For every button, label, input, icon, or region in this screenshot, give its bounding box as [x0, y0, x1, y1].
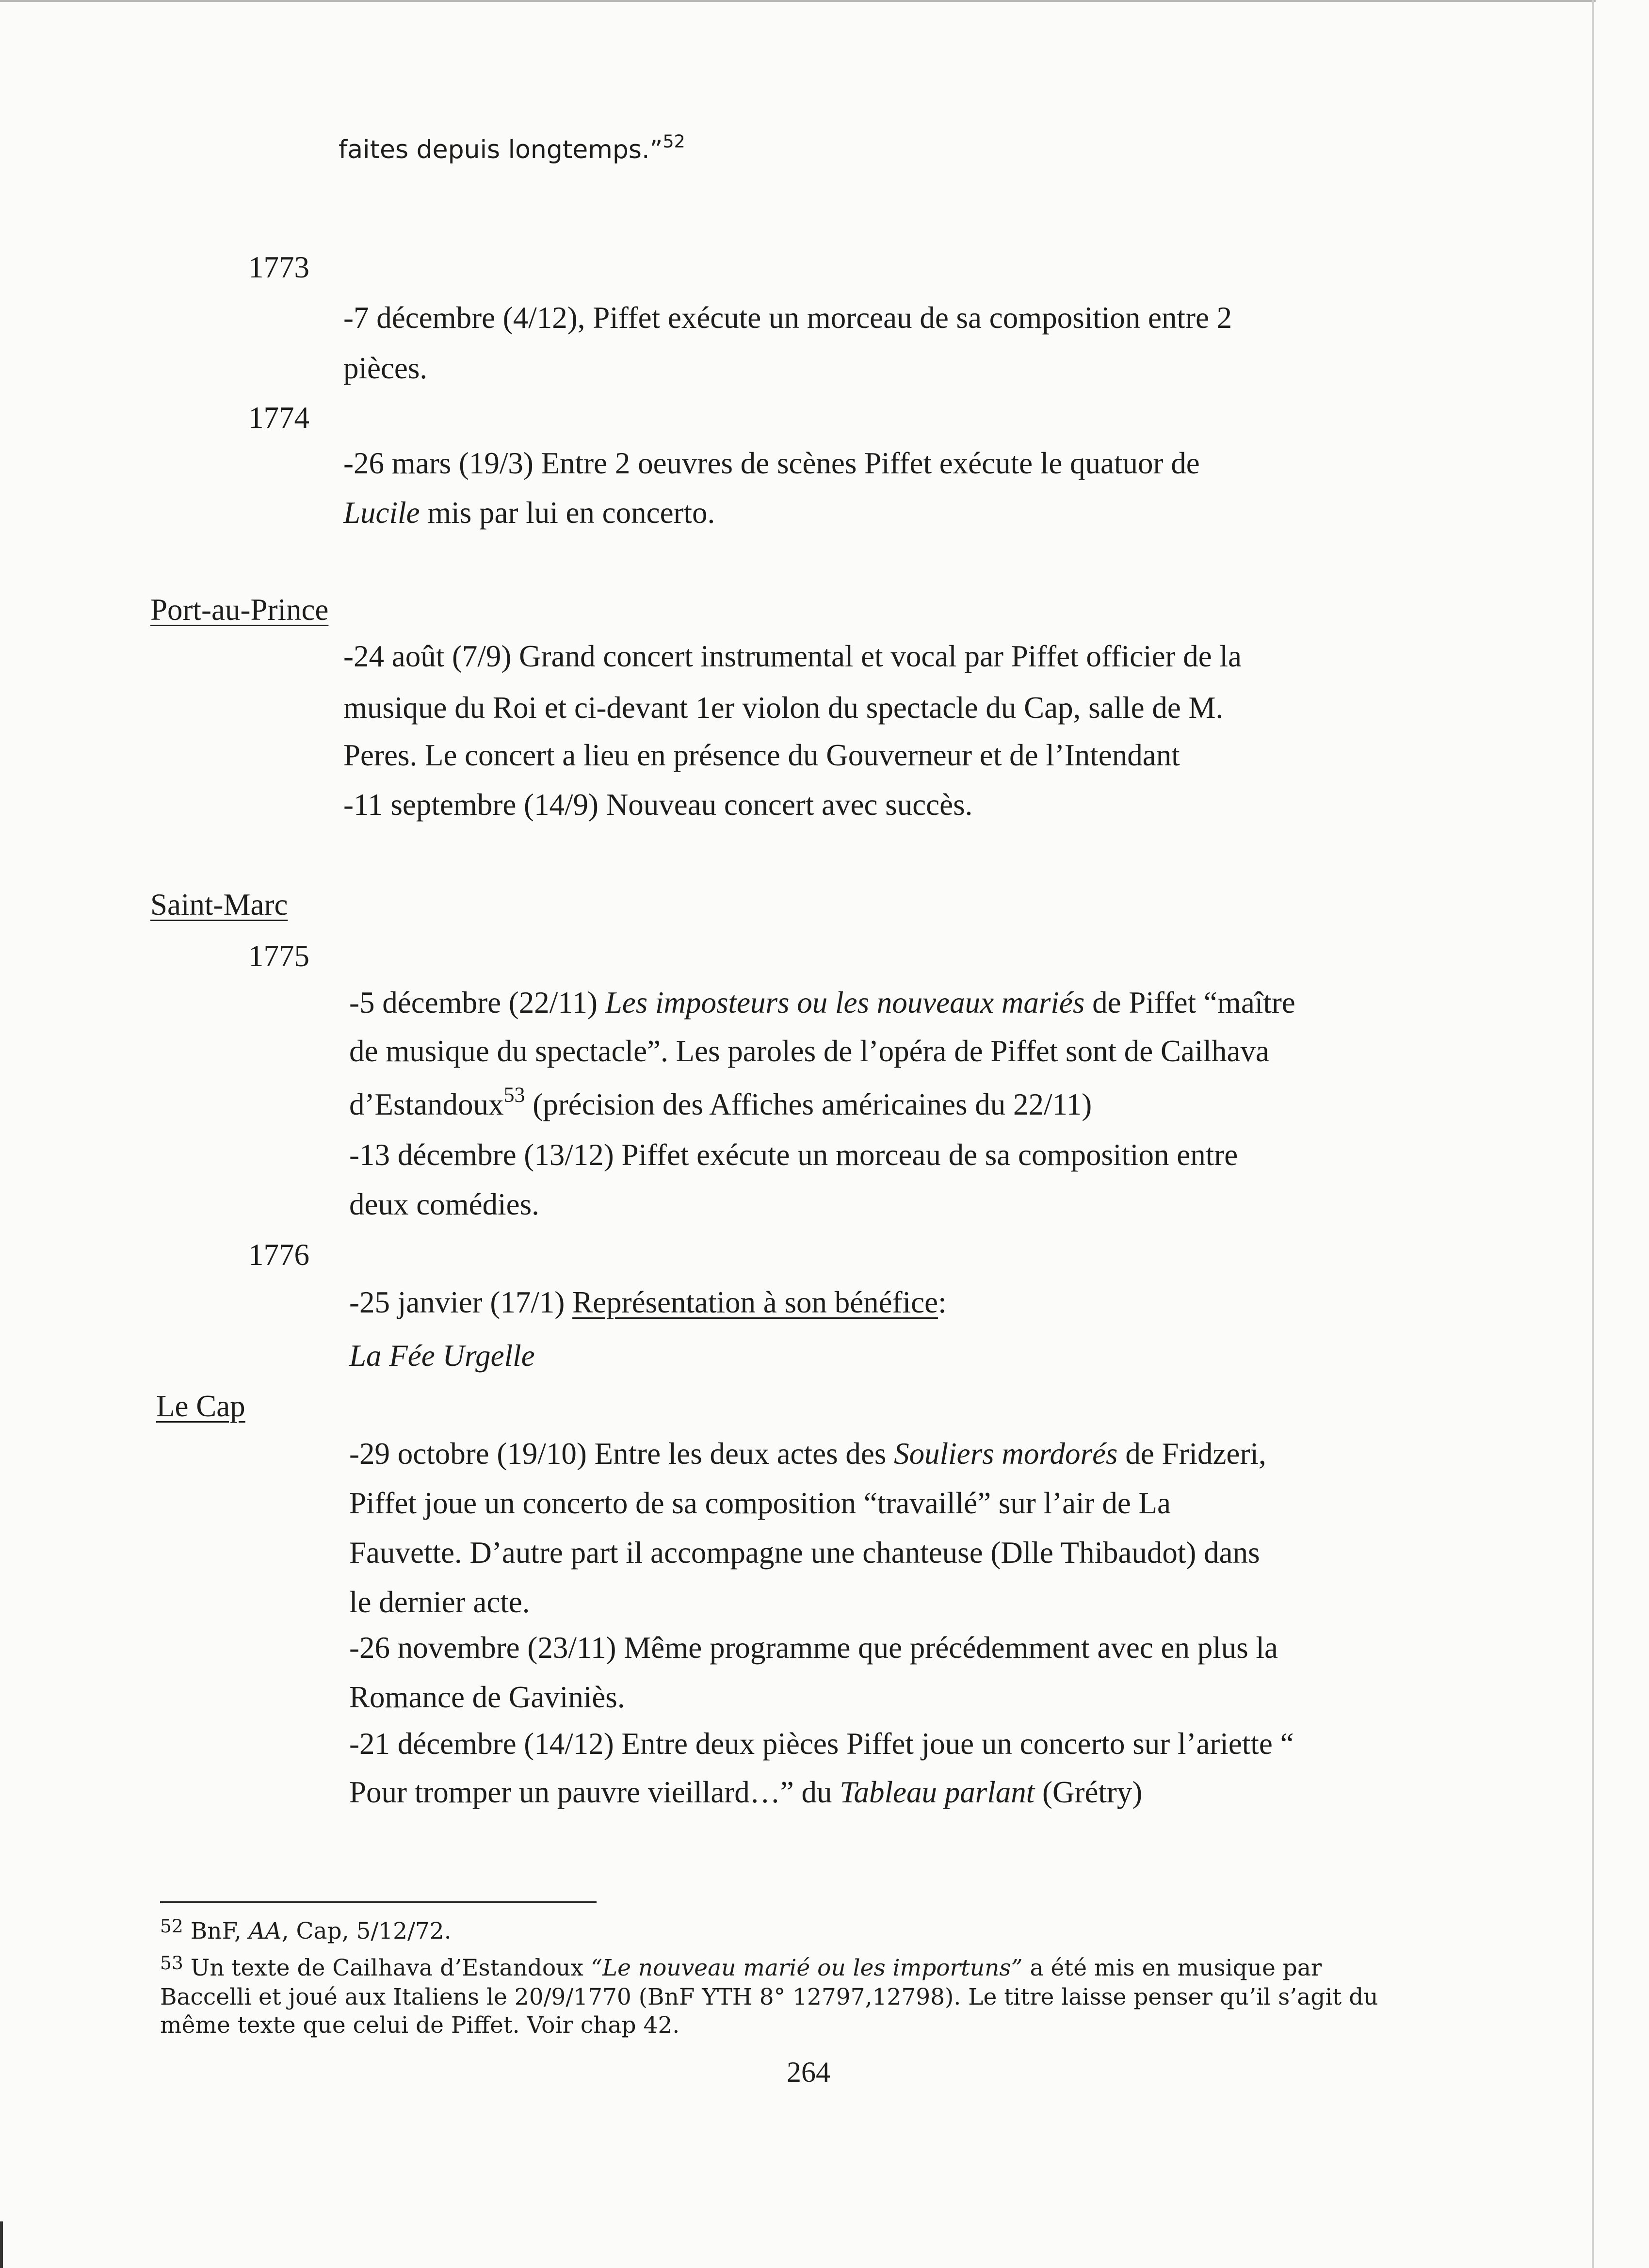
entry-text: Pour tromper un pauvre vieillard…” du — [349, 1775, 840, 1809]
entry-text: : — [938, 1285, 947, 1319]
le-cap-entry-1-line-2: Piffet joue un concerto de sa composition “travaillé” sur l’air de La — [349, 1486, 1171, 1520]
footnote-text: BnF, — [183, 1918, 249, 1944]
year-1773: 1773 — [248, 250, 309, 284]
port-au-prince-line-2: musique du Roi et ci-devant 1er violon du spectacle du Cap, salle de M. — [343, 691, 1224, 725]
year-1774: 1774 — [248, 401, 309, 435]
entry-1773-line-1: -7 décembre (4/12), Piffet exécute un morceau de sa composition entre 2 — [343, 301, 1232, 335]
le-cap-entry-3-line-1: -21 décembre (14/12) Entre deux pièces Piffet joue un concerto sur l’ariette “ — [349, 1727, 1294, 1761]
work-title: La Fée Urgelle — [349, 1339, 535, 1373]
footnote-text: , Cap, 5/12/72. — [281, 1918, 452, 1944]
entry-text: (précision des Affiches américaines du 22/11) — [525, 1087, 1092, 1121]
le-cap-entry-2-line-2: Romance de Gaviniès. — [349, 1680, 625, 1714]
entry-1774-line-2 — [343, 498, 715, 528]
saint-marc-entry-1-line-2: de musique du spectacle”. Les paroles de l’opéra de Piffet sont de Cailhava — [349, 1034, 1269, 1068]
footnote-italic: AA — [248, 1918, 282, 1944]
year-1775: 1775 — [248, 939, 309, 973]
saint-marc-entry-1-line-1 — [349, 988, 1295, 1018]
scan-top-edge — [0, 0, 1596, 2]
le-cap-entry-1-line-3: Fauvette. D’autre part il accompagne une chanteuse (Dlle Thibaudot) dans — [349, 1536, 1260, 1570]
year-1776: 1776 — [248, 1238, 309, 1272]
saint-marc-entry-1-line-3 — [349, 1083, 1092, 1121]
port-au-prince-line-1: -24 août (7/9) Grand concert instrumental et vocal par Piffet officier de la — [343, 639, 1242, 673]
footnote-number: 52 — [160, 1915, 183, 1937]
work-title: Tableau parlant — [840, 1775, 1035, 1809]
scan-right-edge — [1592, 0, 1594, 2268]
entry-text: de Piffet “maître — [1084, 986, 1295, 1020]
footnote-53-line-3: même texte que celui de Piffet. Voir chap 42. — [160, 2012, 680, 2039]
entry-text: -25 janvier (17/1) — [349, 1285, 573, 1319]
work-title: Lucile — [343, 496, 420, 530]
saint-marc-entry-2-line-1: -13 décembre (13/12) Piffet exécute un morceau de sa composition entre — [349, 1138, 1238, 1172]
entry-text: -29 octobre (19/10) Entre les deux actes des — [349, 1437, 894, 1471]
le-cap-entry-2-line-1: -26 novembre (23/11) Même programme que précédemment avec en plus la — [349, 1631, 1278, 1665]
footnote-53-line-2: Baccelli et joué aux Italiens le 20/9/1770 (BnF YTH 8° 12797,12798). Le titre laisse penser qu’il s’agit du — [160, 1984, 1378, 2010]
place-heading-le-cap: Le Cap — [156, 1389, 245, 1423]
footnote-text: a été mis en musique par — [1022, 1955, 1322, 1981]
page-number: 264 — [787, 2056, 830, 2088]
entry-text: de Fridzeri, — [1117, 1437, 1266, 1471]
quote-text: faites depuis longtemps.” — [339, 135, 663, 164]
le-cap-entry-3-line-2 — [349, 1777, 1142, 1808]
saint-marc-entry-2-line-2: deux comédies. — [349, 1187, 539, 1221]
port-au-prince-line-4: -11 septembre (14/9) Nouveau concert avec succès. — [343, 788, 973, 822]
saint-marc-entry-3-line-2 — [349, 1341, 535, 1371]
work-title: Souliers mordorés — [894, 1437, 1118, 1471]
entry-text: mis par lui en concerto. — [420, 496, 715, 530]
place-heading-saint-marc: Saint-Marc — [150, 888, 288, 922]
entry-text: (Grétry) — [1035, 1775, 1143, 1809]
footnote-52 — [160, 1915, 452, 1944]
work-title: Les imposteurs ou les nouveaux mariés — [605, 986, 1085, 1020]
footnote-number: 53 — [160, 1952, 183, 1974]
footnote-ref-53: 53 — [503, 1083, 525, 1107]
footnote-text: Un texte de Cailhava d’Estandoux — [183, 1955, 591, 1981]
footnote-italic: “Le nouveau marié ou les importuns” — [590, 1955, 1023, 1981]
entry-1774-line-1: -26 mars (19/3) Entre 2 oeuvres de scènes Piffet exécute le quatuor de — [343, 446, 1200, 480]
footnote-separator — [160, 1901, 597, 1903]
entry-1773-line-2: pièces. — [343, 351, 428, 385]
entry-text: d’Estandoux — [349, 1087, 504, 1121]
footnote-ref-52: 52 — [663, 131, 685, 152]
place-heading-port-au-prince: Port-au-Prince — [150, 593, 329, 627]
footnote-53-line-1 — [160, 1952, 1322, 1981]
scan-left-mark — [0, 2221, 3, 2268]
le-cap-entry-1-line-1 — [349, 1439, 1266, 1469]
saint-marc-entry-3-line-1 — [349, 1287, 947, 1318]
quote-continuation — [339, 131, 685, 164]
port-au-prince-line-3: Peres. Le concert a lieu en présence du Gouverneur et de l’Intendant — [343, 738, 1180, 772]
entry-text: -5 décembre (22/11) — [349, 986, 605, 1020]
underlined-text: Représentation à son bénéfice — [572, 1285, 938, 1319]
le-cap-entry-1-line-4: le dernier acte. — [349, 1585, 530, 1619]
